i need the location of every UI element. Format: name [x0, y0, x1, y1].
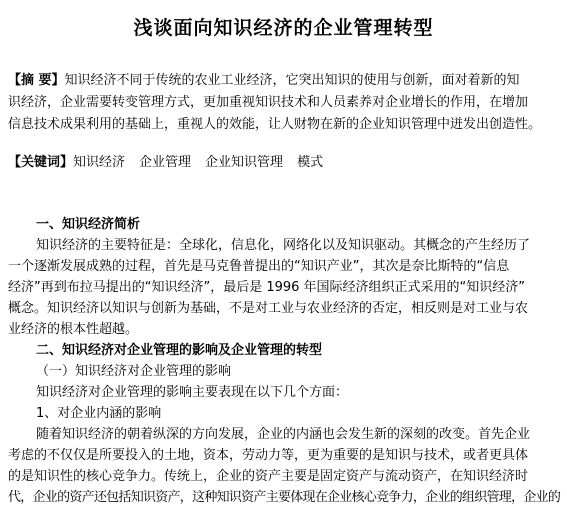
section2-heading: 二、知识经济对企业管理的影响及企业管理的转型 [36, 343, 323, 358]
keyword-4: 模式 [297, 155, 324, 170]
section1-line-4: 概念。知识经济以知识与创新为基础，不是对工业与农业经济的否定，相反则是对工业与农 [8, 301, 529, 316]
section2-intro: 知识经济对企业管理的影响主要表现在以下几个方面： [36, 385, 349, 400]
section2-item1: 1、对企业内涵的影响 [36, 406, 162, 421]
keyword-2: 企业管理 [139, 155, 192, 170]
keyword-1: 知识经济 [73, 155, 126, 170]
keywords-line [8, 154, 323, 172]
section2-line-2: 考虑的不仅仅是所要投入的土地，资本，劳动力等，更为重要的是知识与技术，或者更具体 [8, 448, 529, 463]
article-title: 浅谈面向知识经济的企业管理转型 [133, 17, 434, 39]
section1-line-3: 经济”再到布拉马提出的“知识经济”，最后是 1996 年国际经济组织正式采用的“知识经济” [8, 280, 526, 295]
section1-line-5: 业经济的根本性超越。 [8, 322, 139, 337]
section2-sub1: （一）知识经济对企业管理的影响 [36, 364, 232, 379]
abstract-line-3: 信息技术成果利用的基础上，重视人的效能，让人财物在新的企业知识管理中迸发出创造性。 [8, 117, 542, 132]
section2-line-3: 的是知识性的核心竞争力。传统上，企业的资产主要是固定资产与流动资产，在知识经济时 [8, 469, 529, 484]
section1-line-2: 一个逐渐发展成熟的过程，首先是马克鲁普提出的“知识产业”，其次是奈比斯特的“信息 [8, 259, 510, 274]
abstract-text-1: 知识经济不同于传统的农业工业经济，它突出知识的使用与创新，面对着新的知 [64, 73, 520, 88]
abstract-line-1 [8, 72, 520, 90]
abstract-tag: 【摘 要】 [8, 73, 65, 88]
section1-line-1: 知识经济的主要特征是：全球化，信息化，网络化以及知识驱动。其概念的产生经历了 [36, 238, 531, 253]
section2-line-4: 代，企业的资产还包括知识资产，这种知识资产主要体现在企业核心竞争力，企业的组织管理，企业的 [8, 490, 561, 505]
abstract-line-2: 识经济，企业需要转变管理方式，更加重视知识技术和人员素养对企业增长的作用，在增加 [8, 95, 529, 110]
section2-line-1: 随着知识经济的朝着纵深的方向发展，企业的内涵也会发生新的深刻的改变。首先企业 [36, 427, 531, 442]
keywords-tag: 【关键词】 [8, 155, 74, 170]
keyword-3: 企业知识管理 [205, 155, 284, 170]
section1-heading: 一、知识经济简析 [36, 217, 141, 232]
